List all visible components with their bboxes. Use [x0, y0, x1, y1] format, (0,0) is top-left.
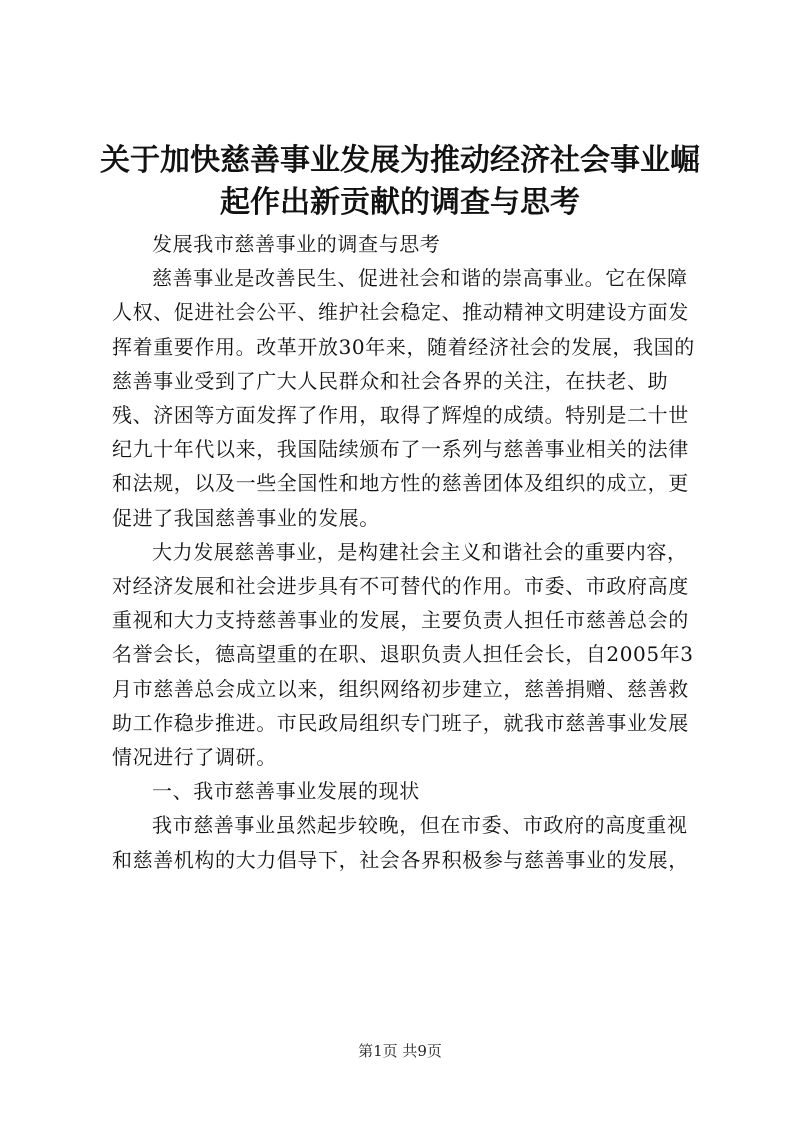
- title-line-2: 起作出新贡献的调查与思考: [220, 185, 580, 220]
- page-footer: 第1页 共9页: [358, 1042, 442, 1060]
- section-heading: 一、我市慈善事业发展的现状: [152, 779, 420, 804]
- subtitle-paragraph: 发展我市慈善事业的调查与思考: [152, 232, 441, 256]
- title-line-1: 关于加快慈善事业发展为推动经济社会事业崛: [100, 143, 700, 178]
- body-paragraph-2: 大力发展慈善事业，是构建社会主义和谐社会的重要内容，对经济发展和社会进步具有不可替代的作用。市委、市政府高度重视和大力支持慈善事业的发展，主要负责人担任市慈善总会的名誉会长，德高望重的在职、退职负责人担任会长，自2005年3月市慈善总会成立以来，组织网络初步建立，慈善捐赠、慈善救助工作稳步推进。市民政局组织专门班子，就我市慈善事业发展情况进行了调研。: [112, 539, 694, 770]
- body-paragraph-1: 慈善事业是改善民生、促进社会和谐的崇高事业。它在保障人权、促进社会公平、维护社会稳定、推动精神文明建设方面发挥着重要作用。改革开放30年来，随着经济社会的发展，我国的慈善事业受到了广大人民群众和社会各界的关注，在扶老、助残、济困等方面发挥了作用，取得了辉煌的成绩。特别是二十世纪九十年代以来，我国陆续颁布了一系列与慈善事业相关的法律和法规，以及一些全国性和地方性的慈善团体及组织的成立，更促进了我国慈善事业的发展。: [112, 266, 695, 530]
- document-title: [100, 140, 700, 224]
- document-body: [112, 227, 702, 877]
- body-paragraph-3: 我市慈善事业虽然起步较晚，但在市委、市政府的高度重视和慈善机构的大力倡导下，社会各界积极参与慈善事业的发展，: [112, 813, 689, 872]
